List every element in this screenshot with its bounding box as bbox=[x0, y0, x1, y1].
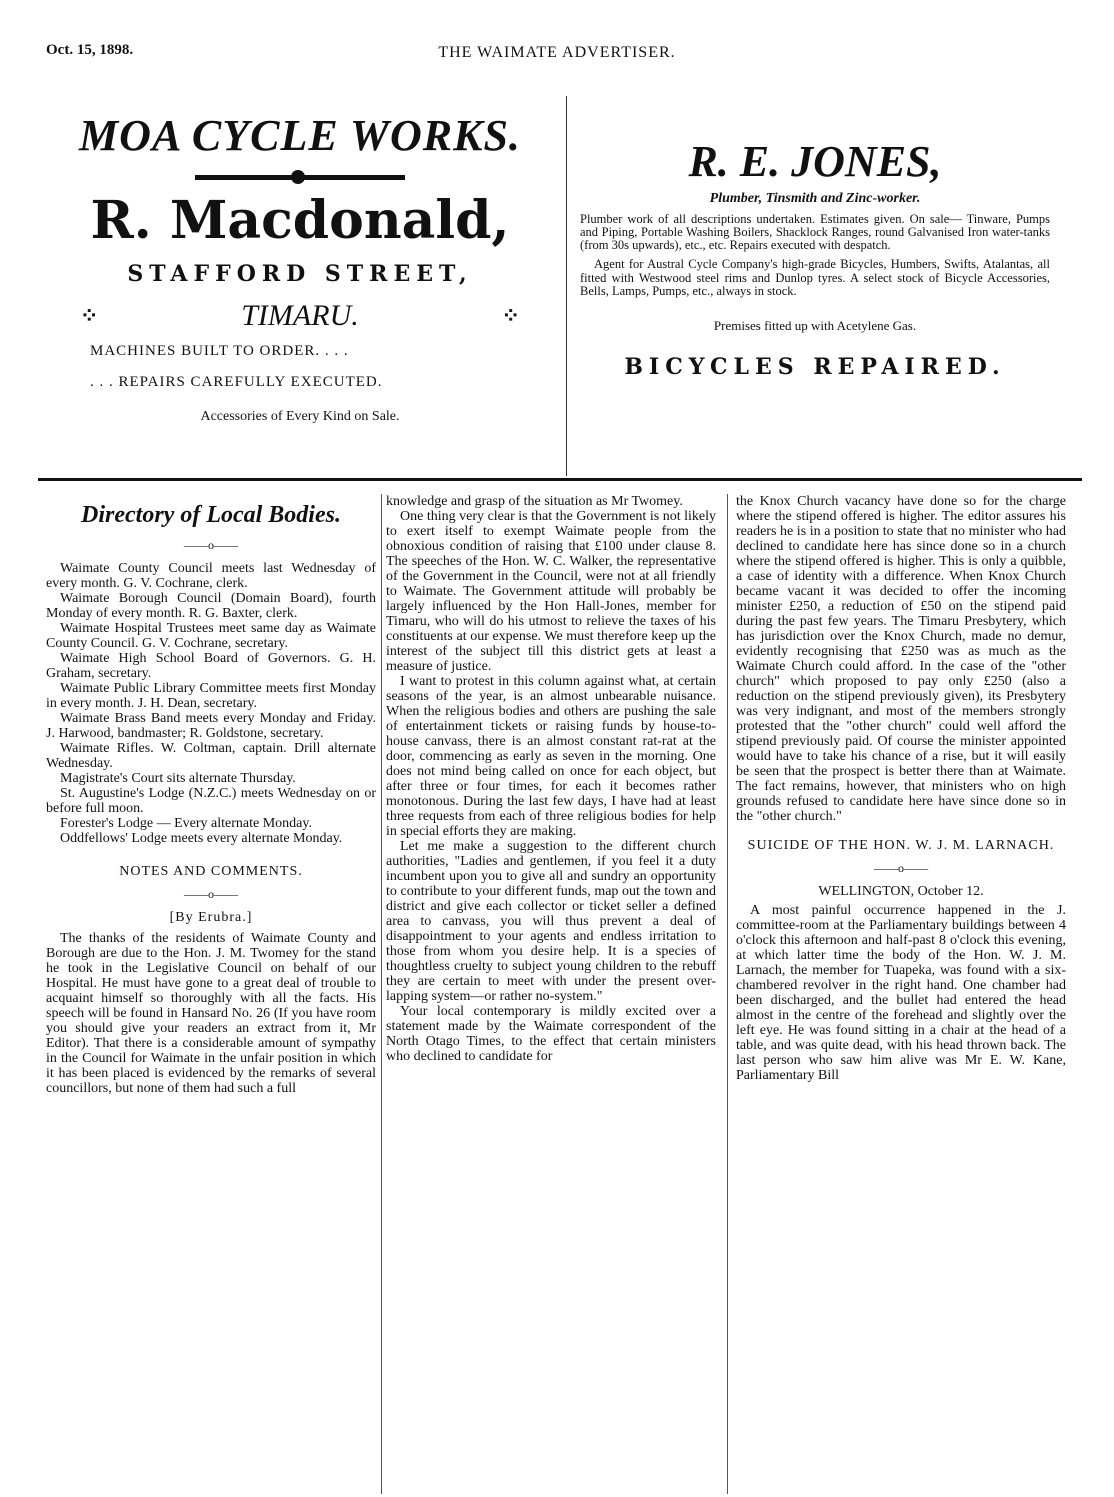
notes-heading: NOTES AND COMMENTS. bbox=[119, 864, 303, 879]
suicide-heading: SUICIDE OF THE HON. W. J. M. LARNACH. bbox=[747, 838, 1055, 853]
article-paragraph: Your local contemporary is mildly excited over a statement made by the Waimate correspondent of the North Otago Times, to the effect that certain ministers who declined to candidate for bbox=[386, 1004, 716, 1064]
ad-proprietor: R. Macdonald, bbox=[90, 190, 510, 251]
directory-item: Waimate Rifles. W. Coltman, captain. Drill alternate Wednesday. bbox=[46, 741, 376, 771]
ad-line-accessories: Accessories of Every Kind on Sale. bbox=[200, 409, 400, 424]
column-3 bbox=[736, 494, 1066, 1083]
column-1 bbox=[46, 494, 376, 1096]
byline: [By Erubra.] bbox=[169, 910, 253, 925]
dots-ornament: ⁘ bbox=[80, 303, 99, 328]
separator: ——o—— bbox=[874, 861, 928, 875]
dots-ornament: ⁘ bbox=[501, 303, 520, 328]
moa-cycle-works-ad bbox=[40, 100, 560, 425]
ornament-rule bbox=[195, 175, 405, 180]
ad-divider bbox=[566, 96, 567, 476]
article-paragraph: Let me make a suggestion to the different church authorities, "Ladies and gentlemen, if you feel it a duty incumbent upon you to give all and sundry an opportunity to contribute to your different funds, map out the town and district and give each collector or ticket seller a defined area to canvass, you will thus prevent a deal of disappointment to your agents and endless irritation to those from whom you desire help. It is a species of thoughtless cruelty to subject young children to the rebuff they are certain to meet with under the present over-lapping system—or rather no-system." bbox=[386, 839, 716, 1004]
ad-line-machines: MACHINES BUILT TO ORDER. . . . bbox=[90, 343, 349, 359]
ad-line-repairs: . . . REPAIRS CAREFULLY EXECUTED. bbox=[90, 374, 383, 390]
ad-bicycles-repaired: BICYCLES REPAIRED. bbox=[624, 353, 1006, 380]
article-paragraph: One thing very clear is that the Government is not likely to exert itself to exempt Waimate people from the obnoxious condition of raising that £100 under clause 8. The speeches of the Hon. W. C. Walker, the representative of the Government in the Council, were not at all friendly to Waimate. The Government attitude will probably be largely influenced by the Hon Hall-Jones, member for Timaru, who will do his utmost to relieve the taxes of his constituents at our expense. We must therefore keep up the interest of the subject till this district gets at least a measure of justice. bbox=[386, 509, 716, 674]
issue-date: Oct. 15, 1898. bbox=[46, 42, 134, 58]
notes-paragraph: The thanks of the residents of Waimate County and Borough are due to the Hon. J. M. Twomey for the stand he took in the Legislative Council on behalf of our Hospital. He must have gone to a great deal of trouble to acquaint himself so thoroughly with all the facts. His speech will be found in Hansard No. 26 (If you have room you should give your readers an extract from it, Mr Editor). That there is a considerable amount of sympathy in the Council for Waimate in the unfair position in which it has been placed is evidenced by the remarks of several councillors, but none of them had such a full bbox=[46, 931, 376, 1096]
directory-item: Waimate Borough Council (Domain Board), fourth Monday of every month. R. G. Baxter, clerk. bbox=[46, 591, 376, 621]
directory-item: Magistrate's Court sits alternate Thursday. bbox=[60, 771, 296, 786]
ad-name: R. E. JONES, bbox=[688, 137, 942, 186]
ad-trade: Plumber, Tinsmith and Zinc-worker. bbox=[709, 191, 921, 206]
article-paragraph: knowledge and grasp of the situation as Mr Twomey. bbox=[386, 494, 683, 509]
ad-premises: Premises fitted up with Acetylene Gas. bbox=[713, 317, 917, 333]
ad-town: TIMARU. bbox=[241, 299, 359, 332]
article-paragraph: A most painful occurrence happened in the J. committee-room at the Parliamentary buildings between 4 o'clock this afternoon and half-past 8 o'clock this evening, at which latter time the body of the Hon. W. J. M. Larnach, the member for Tuapeka, was found with a six-chambered revolver in the right hand. One chamber had been discharged, and the bullet had entered the head almost in the centre of the forehead and slightly over the left eye. He was found sitting in a chair at the head of a table, and was quite dead, with his head thrown back. The last person who saw him alive was Mr E. W. Kane, Parliamentary Bill bbox=[736, 903, 1066, 1083]
section-rule bbox=[38, 478, 1082, 481]
separator: ——o—— bbox=[184, 538, 238, 552]
jones-ad bbox=[580, 130, 1050, 380]
article-paragraph: the Knox Church vacancy have done so for the charge where the stipend offered is higher. The editor assures his readers he is in a position to state that no minister who had declined to candidate here has since done so in a church where the stipend offered is higher. This is only a quibble, a case of identity with a difference. When Knox Church became vacant it was decided to offer the incoming minister £250, a reduction of £50 on the stipend paid during the past few years. The Timaru Presbytery, which has jurisdiction over the Knox Church, made no demur, evidently recognising that £250 was as much as the Waimate Church could afford. In the case of the "other church" which proposed to pay only £250 (also a reduction on the stipend previously given), its Presbytery was very indignant, and most of the members strongly protested that the "other church" could well afford the stipend previously paid. Of course the minister appointed would have to take his chance of a rise, but it will easily be seen that the prospect is better there than at Waimate. The fact remains, however, that ministers who on high grounds refused to candidate here have since done so in the "other church." bbox=[736, 494, 1066, 824]
masthead: THE WAIMATE ADVERTISER. bbox=[438, 44, 676, 61]
directory-item: Waimate Brass Band meets every Monday and Friday. J. Harwood, bandmaster; R. Goldstone, secretary. bbox=[46, 711, 376, 741]
ad-paragraph: Agent for Austral Cycle Company's high-grade Bicycles, Humbers, Swifts, Atalantas, all fitted with Westwood steel rims and Dunlop tyres. A select stock of Bicycle Accessories, Bells, Lamps, Pumps, etc., always in stock. bbox=[580, 257, 1050, 298]
directory-item: St. Augustine's Lodge (N.Z.C.) meets Wednesday on or before full moon. bbox=[46, 786, 376, 816]
ornament-dot bbox=[291, 170, 305, 184]
directory-item: Forester's Lodge — Every alternate Monday. bbox=[60, 816, 312, 831]
directory-item: Waimate Public Library Committee meets first Monday in every month. J. H. Dean, secretary. bbox=[46, 681, 376, 711]
separator: ——o—— bbox=[184, 887, 238, 901]
column-divider bbox=[381, 494, 382, 1494]
directory-item: Waimate High School Board of Governors. G. H. Graham, secretary. bbox=[46, 651, 376, 681]
column-2 bbox=[386, 494, 716, 1064]
directory-item: Waimate County Council meets last Wednesday of every month. G. V. Cochrane, clerk. bbox=[46, 561, 376, 591]
directory-item: Oddfellows' Lodge meets every alternate Monday. bbox=[60, 831, 343, 846]
town-row bbox=[40, 299, 560, 333]
dateline: WELLINGTON, October 12. bbox=[818, 884, 984, 899]
directory-item: Waimate Hospital Trustees meet same day as Waimate County Council. G. V. Cochrane, secretary. bbox=[46, 621, 376, 651]
article-paragraph: I want to protest in this column against what, at certain seasons of the year, is an almost unbearable nuisance. When the religious bodies and others are pushing the sale of entertainment tickets or raising funds by house-to-house canvass, there is an almost constant rat-rat at the door, commencing as early as seven in the morning. One does not mind being called on once for each object, but after three or four times, for each it becomes rather monotonous. During the last few days, I have had at least three requests from each of three religious bodies for help in special efforts they are making. bbox=[386, 674, 716, 839]
ad-paragraph: Plumber work of all descriptions undertaken. Estimates given. On sale— Tinware, Pumps and Piping, Portable Washing Boilers, Shacklock Ranges, round Galvanised Iron water-tanks (from 30s upwards), etc., etc. Repairs executed with despatch. bbox=[580, 212, 1050, 253]
ad-title: MOA CYCLE WORKS. bbox=[79, 111, 521, 160]
column-divider bbox=[727, 494, 728, 1494]
directory-heading: Directory of Local Bodies. bbox=[81, 502, 341, 528]
ad-street: STAFFORD STREET, bbox=[127, 261, 473, 287]
